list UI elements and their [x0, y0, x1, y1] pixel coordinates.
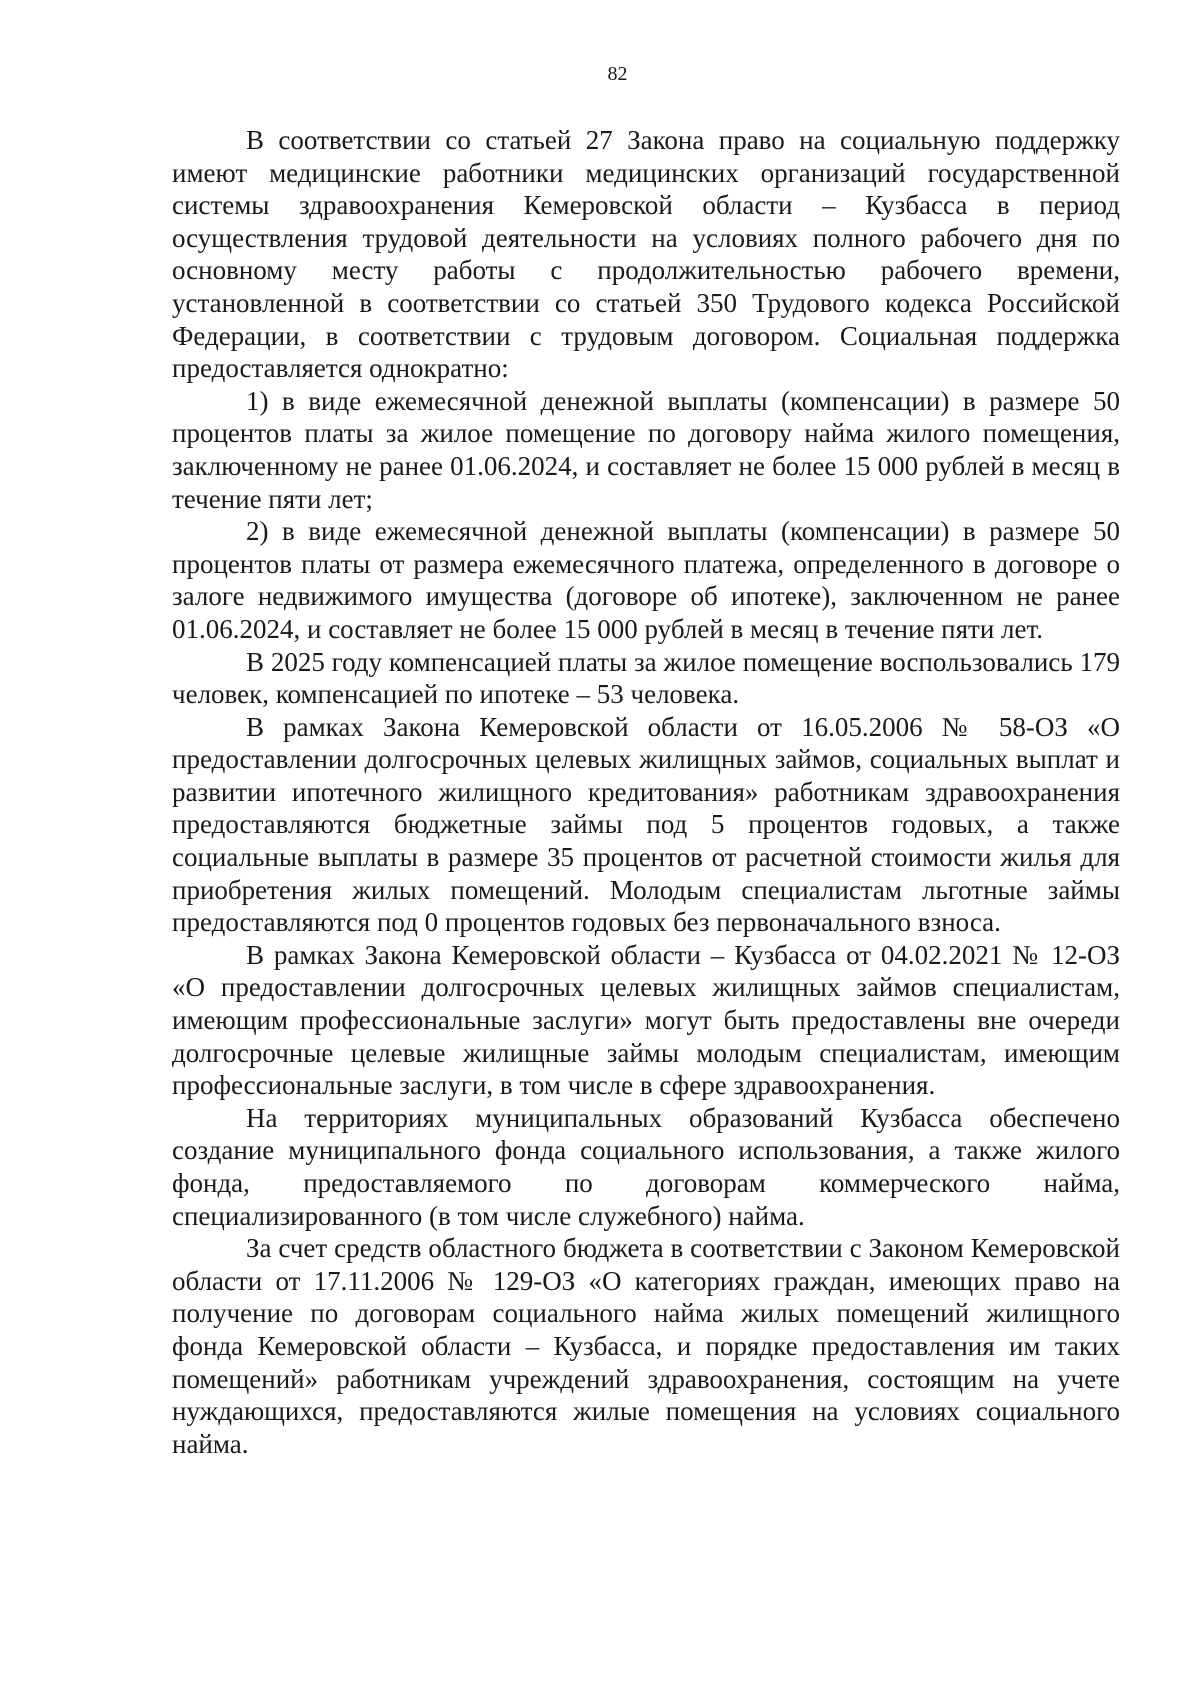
paragraph-item-2-mortgage-compensation: 2) в виде ежемесячной денежной выплаты (компенсации) в размере 50 процентов платы от размера ежемесячного платежа, определенного в договоре о залоге недвижимого имущества (договоре об ипотеке), заключенном не ранее 01.06.2024, и составляет не более 15 000 рублей в месяц в течение пяти лет. — [172, 516, 1120, 644]
document-body — [172, 124, 1120, 1460]
paragraph-social-support-article-27: В соответствии со статьей 27 Закона право на социальную поддержку имеют медицинские работники медицинских организаций государственной системы здравоохранения Кемеровской области – Кузбасса в период осуществления трудовой деятельности на условиях полного рабочего дня по основному месту работы с продолжительностью рабочего времени, установленной в соответствии со статьей 350 Трудового кодекса Российской Федерации, в соответствии с трудовым договором. Социальная поддержка предоставляется однократно: — [172, 125, 1120, 384]
paragraph-law-129-oz: За счет средств областного бюджета в соответствии с Законом Кемеровской области от 17.11.2006 № 129-ОЗ «О категориях граждан, имеющих право на получение по договорам социального найма жилых помещений жилищного фонда Кемеровской области – Кузбасса, и порядке предоставления им таких помещений» работникам учреждений здравоохранения, состоящим на учете нуждающихся, предоставляются жилые помещения на условиях социального найма. — [172, 1233, 1120, 1459]
paragraph-law-58-oz: В рамках Закона Кемеровской области от 16.05.2006 № 58-ОЗ «О предоставлении долгосрочных целевых жилищных займов, социальных выплат и развитии ипотечного жилищного кредитования» работникам здравоохранения предоставляются бюджетные займы под 5 процентов годовых, а также социальные выплаты в размере 35 процентов от расчетной стоимости жилья для приобретения жилых помещений. Молодым специалистам льготные займы предоставляются под 0 процентов годовых без первоначального взноса. — [172, 711, 1120, 938]
paragraph-municipal-housing-fund: На территориях муниципальных образований Кузбасса обеспечено создание муниципального фонда социального использования, а также жилого фонда, предоставляемого по договорам коммерческого найма, специализированного (в том числе служебного) найма. — [172, 1102, 1120, 1231]
paragraph-law-12-oz: В рамках Закона Кемеровской области – Кузбасса от 04.02.2021 № 12-ОЗ «О предоставлении долгосрочных целевых жилищных займов специалистам, имеющим профессиональные заслуги» могут быть предоставлены вне очереди долгосрочные целевые жилищные займы молодым специалистам, имеющим профессиональные заслуги, в том числе в сфере здравоохранения. — [172, 939, 1120, 1101]
paragraph-item-1-rent-compensation: 1) в виде ежемесячной денежной выплаты (компенсации) в размере 50 процентов платы за жилое помещение по договору найма жилого помещения, заключенному не ранее 01.06.2024, и составляет не более 15 000 рублей в месяц в течение пяти лет; — [172, 385, 1120, 514]
page-number: 82 — [607, 63, 628, 85]
paragraph-2025-statistics: В 2025 году компенсацией платы за жилое помещение воспользовались 179 человек, компенсацией по ипотеке – 53 человека. — [172, 646, 1120, 710]
